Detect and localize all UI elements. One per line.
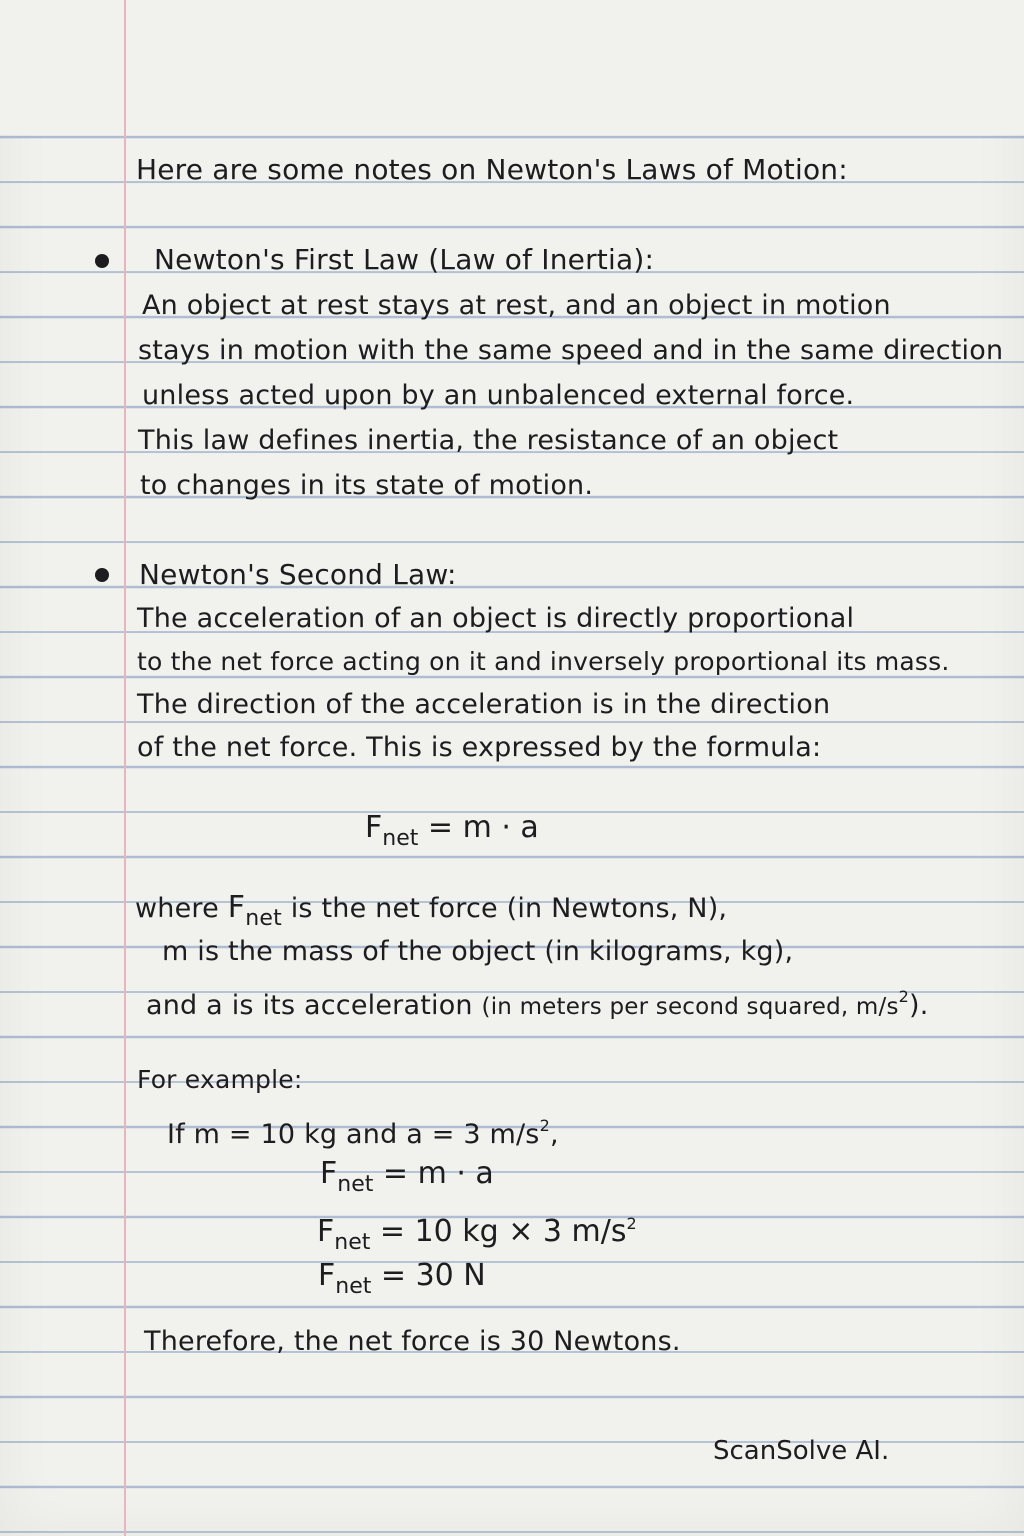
intro-heading: Here are some notes on Newton's Laws of Motion:	[136, 153, 848, 186]
first-law-line-3: unless acted upon by an unbalenced external force.	[142, 380, 855, 411]
example-label: For example:	[137, 1065, 303, 1094]
example-given-end: ,	[549, 1119, 559, 1150]
second-law-line-3: The direction of the acceleration is in the direction	[137, 689, 831, 720]
example-step-1	[320, 1152, 494, 1207]
example-given-text: If m = 10 kg and a = 3 m/s	[167, 1119, 540, 1150]
formula-symbol: F	[365, 810, 383, 845]
second-law-line-4: of the net force. This is expressed by the formula:	[137, 732, 822, 763]
acceleration-unit: (in meters per second squared, m/s	[481, 994, 899, 1020]
step-1-symbol: F	[320, 1156, 338, 1191]
margin-line	[124, 0, 126, 1536]
bullet-second-law	[95, 568, 109, 582]
first-law-line-4: This law defines inertia, the resistance of an object	[138, 425, 839, 456]
example-step-3	[318, 1254, 486, 1309]
acceleration-unit-end: ).	[909, 990, 929, 1021]
first-law-line-1: An object at rest stays at rest, and an object in motion	[142, 290, 891, 321]
step-2-subscript: net	[334, 1230, 371, 1255]
first-law-line-2: stays in motion with the same speed and in the same direction	[138, 335, 1004, 366]
first-law-line-5: to changes in its state of motion.	[140, 470, 594, 501]
step-1-rhs: = m · a	[382, 1156, 494, 1191]
signature-text: ScanSolve AI.	[713, 1436, 890, 1466]
step-2-exponent: 2	[626, 1214, 637, 1233]
where-word: where	[135, 893, 219, 924]
where-line-3	[146, 977, 929, 1027]
where-symbol: F	[227, 890, 246, 925]
second-law-heading: Newton's Second Law:	[139, 558, 457, 591]
step-3-symbol: F	[318, 1258, 336, 1293]
step-3-subscript: net	[335, 1274, 372, 1299]
first-law-heading: Newton's First Law (Law of Inertia):	[154, 243, 655, 276]
step-1-subscript: net	[337, 1172, 374, 1197]
where-line-2: m is the mass of the object (in kilograms, kg),	[162, 936, 794, 967]
where-definition: is the net force (in Newtons, N),	[290, 893, 728, 924]
formula-subscript: net	[382, 826, 419, 851]
where-subscript: net	[245, 906, 282, 931]
acceleration-definition: and a is its acceleration	[146, 990, 473, 1021]
second-law-line-2: to the net force acting on it and inversely proportional its mass.	[137, 647, 950, 676]
second-law-line-1: The acceleration of an object is directly proportional	[137, 603, 855, 634]
step-2-rhs: = 10 kg × 3 m/s	[379, 1214, 627, 1249]
example-given-exponent: 2	[539, 1116, 550, 1135]
main-formula	[365, 806, 539, 861]
step-2-symbol: F	[317, 1214, 335, 1249]
page-top-margin	[0, 0, 1024, 135]
bullet-first-law	[95, 254, 109, 268]
conclusion-text: Therefore, the net force is 30 Newtons.	[144, 1326, 681, 1357]
step-3-rhs: = 30 N	[380, 1258, 486, 1293]
example-given	[167, 1106, 559, 1155]
formula-rhs: = m · a	[427, 810, 539, 845]
acceleration-unit-exponent: 2	[898, 987, 910, 1006]
